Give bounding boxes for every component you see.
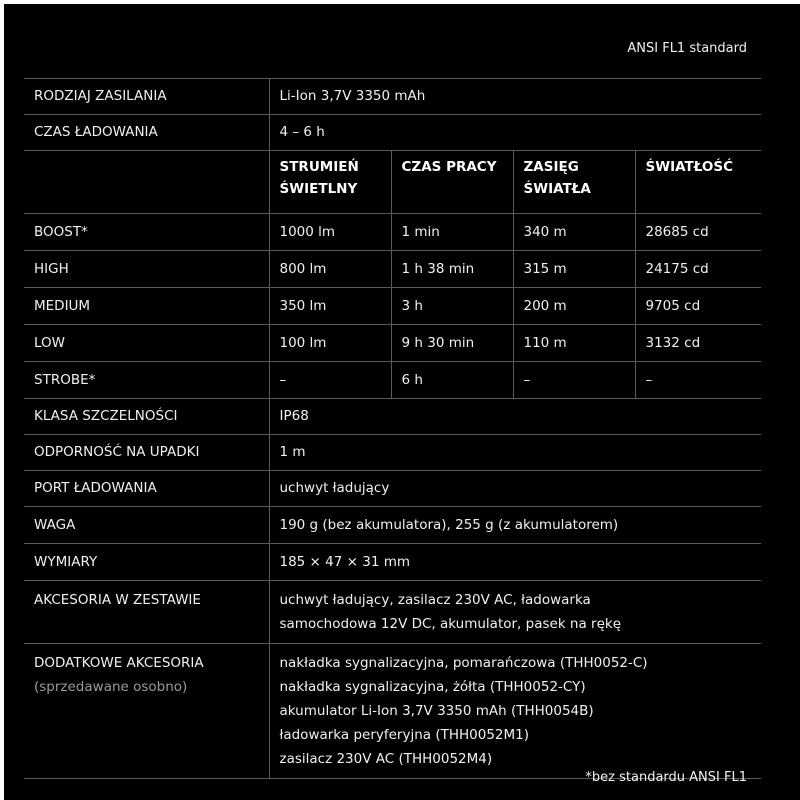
mode-name: HIGH (24, 251, 269, 288)
mode-flux: – (269, 362, 391, 399)
row-value: IP68 (269, 399, 761, 435)
row-label: WYMIARY (24, 544, 269, 581)
list-item: nakładka sygnalizacyjna, pomarańczowa (THH0052-C) (279, 655, 648, 671)
header-range: ZASIĘG ŚWIATŁA (513, 151, 635, 214)
mode-flux: 350 lm (269, 288, 391, 325)
spec-panel (4, 4, 800, 800)
row-ip-rating (24, 399, 761, 435)
header-intensity: ŚWIATŁOŚĆ (635, 151, 761, 214)
list-item: nakładka sygnalizacyjna, żółta (THH0052-CY) (279, 679, 586, 695)
row-value: 4 – 6 h (269, 115, 761, 151)
mode-runtime: 1 min (391, 214, 513, 251)
mode-row-low (24, 325, 761, 362)
row-weight (24, 507, 761, 544)
row-drop-resistance (24, 435, 761, 471)
row-label: PORT ŁADOWANIA (24, 471, 269, 507)
row-sublabel: (sprzedawane osobno) (34, 679, 188, 695)
row-label: AKCESORIA W ZESTAWIE (24, 581, 269, 644)
row-label: CZAS ŁADOWANIA (24, 115, 269, 151)
mode-flux: 100 lm (269, 325, 391, 362)
row-charge-time (24, 115, 761, 151)
mode-intensity: 24175 cd (635, 251, 761, 288)
row-label: ODPORNOŚĆ NA UPADKI (24, 435, 269, 471)
row-extra-accessories (24, 644, 761, 779)
row-label: RODZIAJ ZASILANIA (24, 79, 269, 115)
row-label: KLASA SZCZELNOŚCI (24, 399, 269, 435)
mode-range: 340 m (513, 214, 635, 251)
mode-range: 315 m (513, 251, 635, 288)
mode-row-strobe (24, 362, 761, 399)
mode-runtime: 3 h (391, 288, 513, 325)
mode-flux: 800 lm (269, 251, 391, 288)
mode-range: 110 m (513, 325, 635, 362)
row-value: 185 × 47 × 31 mm (269, 544, 761, 581)
row-value: 190 g (bez akumulatora), 255 g (z akumulatorem) (269, 507, 761, 544)
footnote: *bez standardu ANSI FL1 (585, 770, 747, 785)
row-value: Li-Ion 3,7V 3350 mAh (269, 79, 761, 115)
mode-name: LOW (24, 325, 269, 362)
mode-runtime: 9 h 30 min (391, 325, 513, 362)
spec-table (24, 78, 761, 779)
mode-header-row (24, 151, 761, 214)
mode-name: MEDIUM (24, 288, 269, 325)
mode-intensity: – (635, 362, 761, 399)
mode-intensity: 28685 cd (635, 214, 761, 251)
mode-runtime: 1 h 38 min (391, 251, 513, 288)
mode-range: 200 m (513, 288, 635, 325)
mode-row-boost (24, 214, 761, 251)
list-item: ładowarka peryferyjna (THH0052M1) (279, 727, 530, 743)
mode-row-medium (24, 288, 761, 325)
row-dimensions (24, 544, 761, 581)
row-value (269, 644, 761, 779)
mode-intensity: 9705 cd (635, 288, 761, 325)
mode-range: – (513, 362, 635, 399)
list-item: zasilacz 230V AC (THH0052M4) (279, 751, 493, 767)
header-flux: STRUMIEŃ ŚWIETLNY (269, 151, 391, 214)
mode-runtime: 6 h (391, 362, 513, 399)
mode-intensity: 3132 cd (635, 325, 761, 362)
mode-name: STROBE* (24, 362, 269, 399)
row-value: uchwyt ładujący, zasilacz 230V AC, ładowarka samochodowa 12V DC, akumulator, pasek na rękę (269, 581, 761, 644)
row-included-accessories (24, 581, 761, 644)
row-charging-port (24, 471, 761, 507)
row-label: DODATKOWE AKCESORIA (sprzedawane osobno) (24, 644, 269, 779)
standard-note: ANSI FL1 standard (627, 41, 747, 56)
mode-name: BOOST* (24, 214, 269, 251)
row-value: 1 m (269, 435, 761, 471)
mode-header-empty (24, 151, 269, 214)
row-power (24, 79, 761, 115)
list-item: akumulator Li-Ion 3,7V 3350 mAh (THH0054B) (279, 703, 594, 719)
header-runtime: CZAS PRACY (391, 151, 513, 214)
mode-row-high (24, 251, 761, 288)
row-label: WAGA (24, 507, 269, 544)
row-value: uchwyt ładujący (269, 471, 761, 507)
mode-flux: 1000 lm (269, 214, 391, 251)
